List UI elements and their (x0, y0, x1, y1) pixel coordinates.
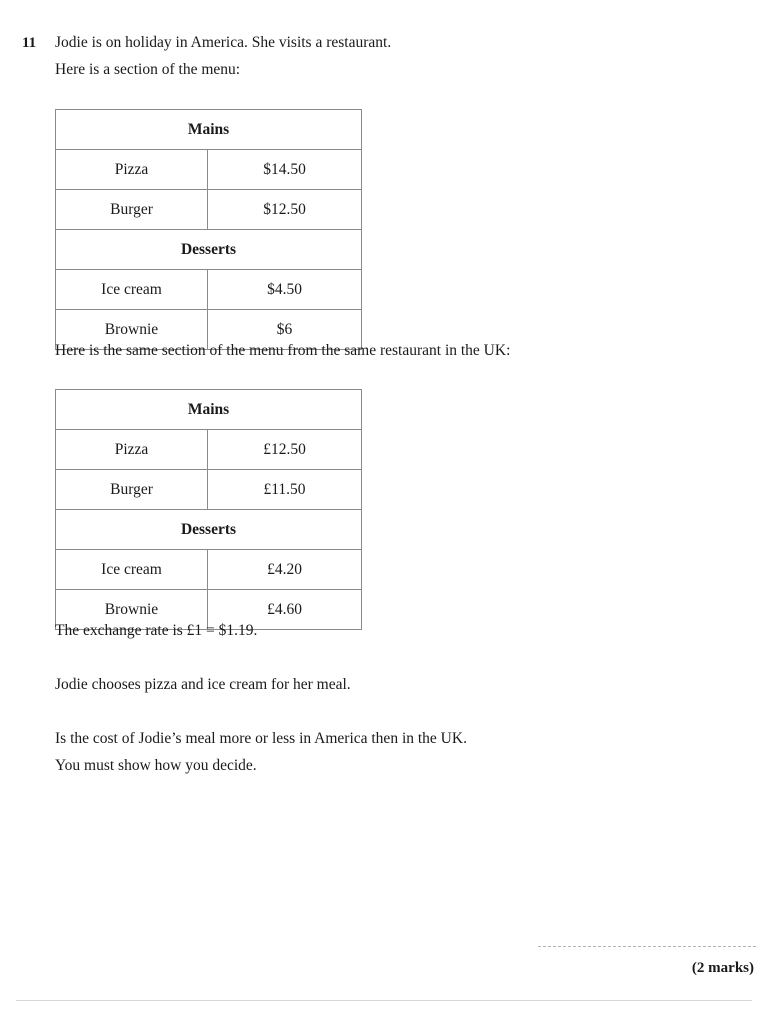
menu-item-price: $6 (208, 310, 362, 350)
table-row (56, 230, 362, 270)
menu-item-price: £11.50 (208, 470, 362, 510)
table-row (56, 150, 362, 190)
section-heading-desserts: Desserts (56, 230, 362, 270)
table-row (56, 190, 362, 230)
question-prompt-line-2: You must show how you decide. (55, 757, 257, 774)
menu-item-price: $4.50 (208, 270, 362, 310)
question-intro-line-1: Jodie is on holiday in America. She visits a restaurant. (55, 34, 392, 51)
table-row (56, 390, 362, 430)
question-intro-line-2: Here is a section of the menu: (55, 61, 241, 78)
table-row (56, 510, 362, 550)
section-heading-desserts: Desserts (56, 510, 362, 550)
table-row (56, 110, 362, 150)
exchange-rate-text: The exchange rate is £1 = $1.19. (55, 622, 258, 639)
menu-item-name: Pizza (56, 430, 208, 470)
section-heading-mains: Mains (56, 110, 362, 150)
table-row (56, 550, 362, 590)
menu-item-price: £4.20 (208, 550, 362, 590)
menu-item-name: Ice cream (56, 270, 208, 310)
menu-item-price: $14.50 (208, 150, 362, 190)
menu-item-name: Pizza (56, 150, 208, 190)
menu-item-name: Brownie (56, 590, 208, 630)
menu-item-price: £12.50 (208, 430, 362, 470)
menu-item-name: Burger (56, 190, 208, 230)
menu-item-price: $12.50 (208, 190, 362, 230)
marks-label: (2 marks) (691, 960, 754, 976)
uk-menu-table (55, 389, 362, 630)
section-heading-mains: Mains (56, 390, 362, 430)
menu-item-name: Burger (56, 470, 208, 510)
answer-dashed-line (538, 946, 756, 947)
menu-item-name: Ice cream (56, 550, 208, 590)
meal-choice-text: Jodie chooses pizza and ice cream for her meal. (55, 676, 351, 693)
table-row (56, 430, 362, 470)
us-menu-table (55, 109, 362, 350)
table-row (56, 470, 362, 510)
question-number: 11 (22, 35, 37, 51)
footer-divider (16, 1000, 752, 1001)
question-prompt-line-1: Is the cost of Jodie’s meal more or less in America then in the UK. (55, 730, 467, 747)
menu-item-price: £4.60 (208, 590, 362, 630)
menu-item-name: Brownie (56, 310, 208, 350)
uk-menu-intro: Here is the same section of the menu from the same restaurant in the UK: (55, 342, 511, 359)
table-row (56, 270, 362, 310)
